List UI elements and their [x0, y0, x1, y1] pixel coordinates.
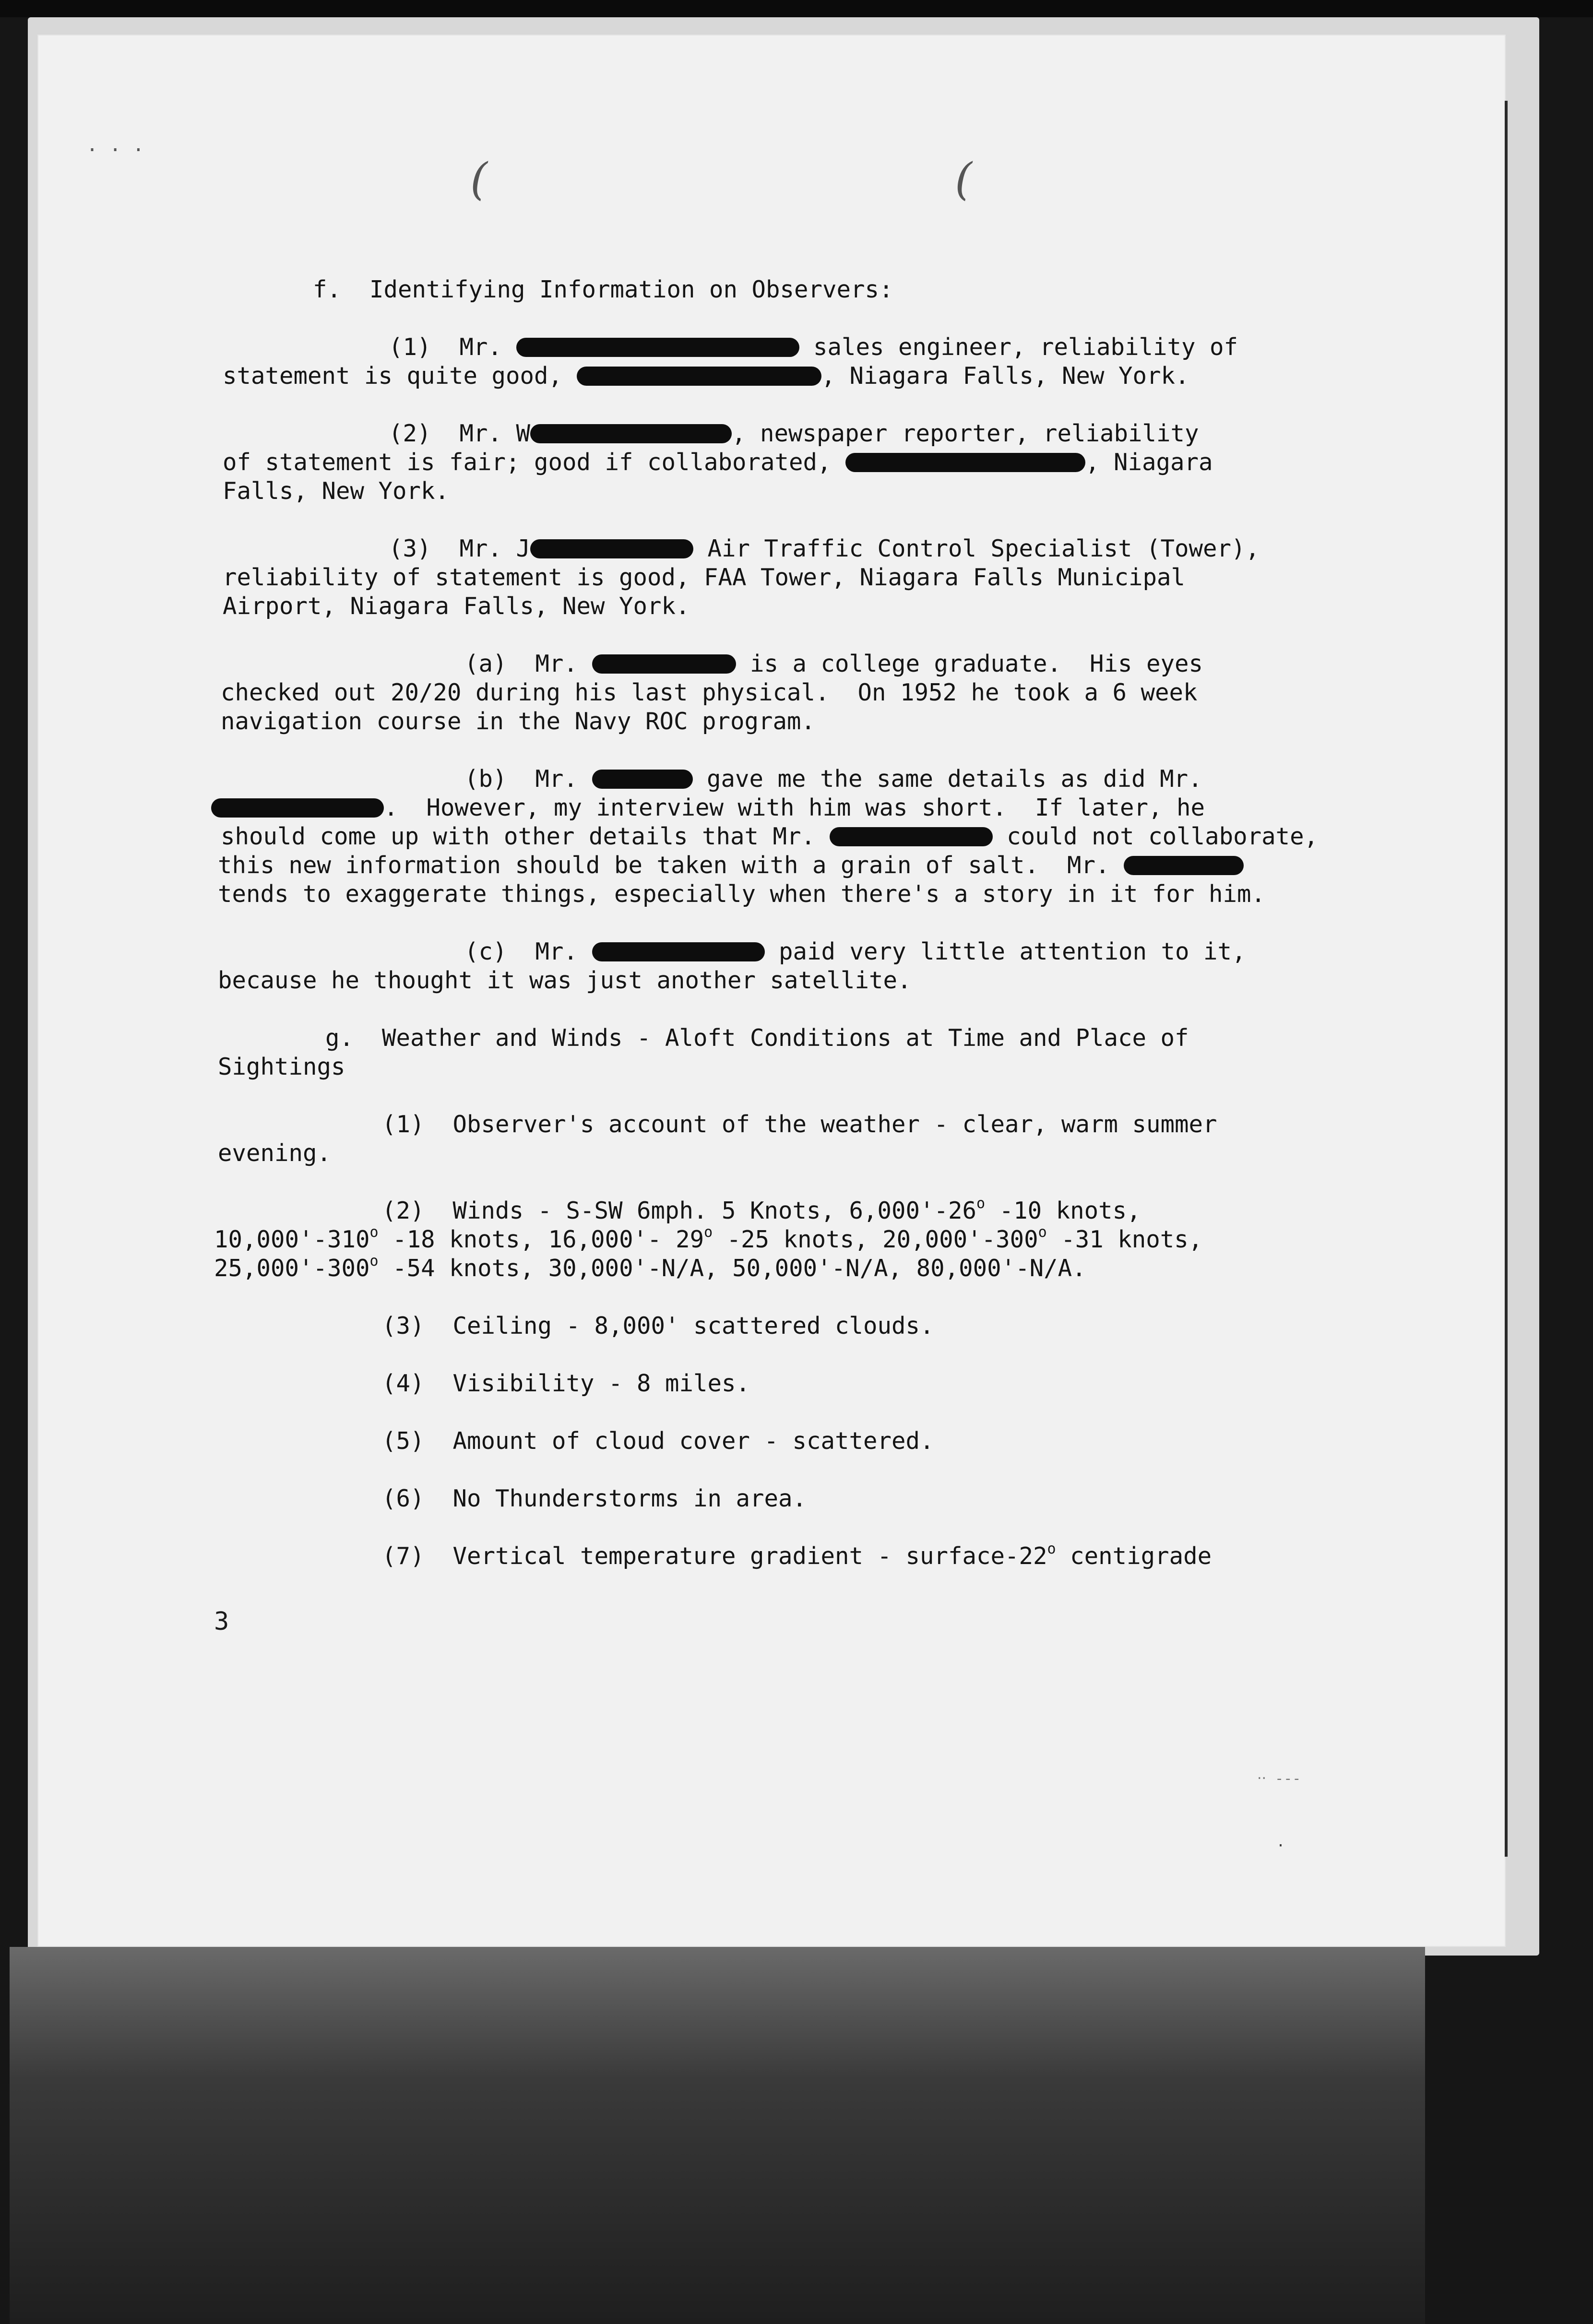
weather-item-1: (1) Observer's account of the weather - clear, warm summer [382, 1111, 1217, 1138]
redaction-mark [845, 453, 1085, 472]
note-a-line-3: navigation course in the Navy ROC program. [221, 708, 816, 735]
observer-2-line-2: of statement is fair; good if collaborated, , Niagara [223, 449, 1213, 476]
observer-2-line-1: (2) Mr. W , newspaper reporter, reliability [389, 420, 1199, 447]
weather-item-1-cont: evening. [218, 1139, 332, 1167]
redaction-mark [830, 827, 993, 846]
note-a-line-1: (a) Mr. is a college graduate. His eyes [464, 650, 1203, 677]
note-c-line-1: (c) Mr. paid very little attention to it, [464, 938, 1246, 965]
page-right-edge [1505, 101, 1508, 1857]
weather-item-2-cont-1: 10,000'-310$^o$ -18 knots, 16,000'- 29$^o$ -25 knots, 20,000'-300$^o$ -31 knots, [214, 1224, 1203, 1253]
weather-item-2: (2) Winds - S-SW 6mph. 5 Knots, 6,000'-26$^o$ -10 knots, [382, 1195, 1141, 1224]
observer-3-line-2: reliability of statement is good, FAA Tower, Niagara Falls Municipal [223, 564, 1186, 591]
note-b-line-1: (b) Mr. gave me the same details as did Mr. [464, 765, 1202, 793]
scan-top-edge [0, 0, 1593, 17]
page-number: 3 [214, 1607, 229, 1636]
punch-hole-left: ( [470, 154, 487, 205]
weather-item-5: (5) Amount of cloud cover - scattered. [382, 1427, 934, 1455]
scan-speck: · [1276, 1838, 1285, 1854]
scan-speck: · · · [86, 139, 144, 161]
note-b-line-5: tends to exaggerate things, especially when there's a story in it for him. [218, 880, 1266, 908]
redaction-mark [592, 654, 736, 674]
redaction-mark [592, 770, 693, 789]
note-a-line-2: checked out 20/20 during his last physical. On 1952 he took a 6 week [221, 679, 1198, 706]
punch-hole-right: ( [955, 154, 972, 205]
section-g-heading-cont: Sightings [218, 1053, 345, 1080]
weather-item-3: (3) Ceiling - 8,000' scattered clouds. [382, 1312, 934, 1340]
observer-1-line-2: statement is quite good, , Niagara Falls, New York. [223, 362, 1189, 390]
section-g-heading: g. Weather and Winds - Aloft Conditions at Time and Place of [325, 1024, 1189, 1052]
redaction-mark [211, 798, 384, 818]
scan-lower-area [10, 1947, 1425, 2324]
section-f-heading: f. Identifying Information on Observers: [313, 276, 893, 303]
weather-item-6: (6) No Thunderstorms in area. [382, 1485, 807, 1512]
weather-item-2-cont-2: 25,000'-300$^o$ -54 knots, 30,000'-N/A, 50,000'-N/A, 80,000'-N/A. [214, 1253, 1086, 1282]
observer-3-line-1: (3) Mr. J Air Traffic Control Specialist (Tower), [389, 535, 1260, 562]
note-b-line-2: . However, my interview with him was short. If later, he [211, 794, 1205, 822]
scan-speck: ‧‧ ‐‐‐ [1257, 1770, 1301, 1787]
weather-item-4: (4) Visibility - 8 miles. [382, 1370, 750, 1397]
redaction-mark [530, 539, 693, 558]
observer-3-line-3: Airport, Niagara Falls, New York. [223, 593, 690, 620]
weather-item-7: (7) Vertical temperature gradient - surface-22$^o$ centigrade [382, 1541, 1212, 1570]
observer-1-line-1: (1) Mr. sales engineer, reliability of [389, 333, 1238, 361]
note-b-line-4: this new information should be taken with a grain of salt. Mr. [218, 851, 1244, 880]
redaction-mark [530, 424, 732, 443]
note-b-line-3: should come up with other details that Mr. could not collaborate, [221, 823, 1319, 850]
note-c-line-2: because he thought it was just another satellite. [218, 967, 912, 994]
observer-2-line-3: Falls, New York. [223, 477, 450, 505]
redaction-mark [577, 367, 821, 386]
redaction-mark [592, 942, 765, 961]
redaction-mark [1124, 856, 1244, 875]
redaction-mark [516, 338, 799, 357]
